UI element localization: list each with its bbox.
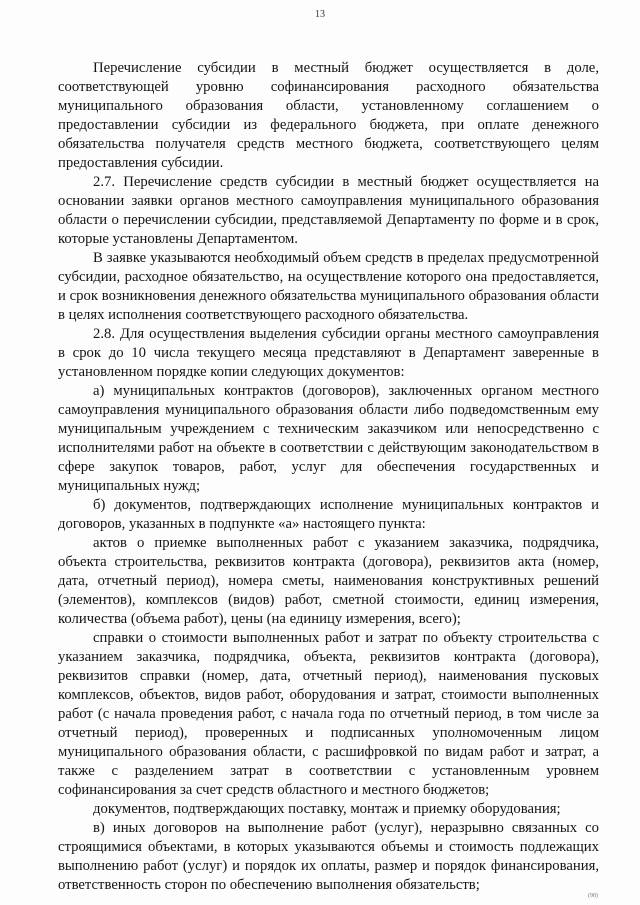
paragraph-2-8: 2.8. Для осуществления выделения субсидии органы местного самоуправления в срок до 10 числа текущего месяца представляют в Департамент заверенные в установленном порядке копии следующих документов: (58, 326, 599, 380)
list-subitem-cost-certificates: справки о стоимости выполненных работ и затрат по объекту строительства с указанием заказчика, подрядчика, объекта, реквизитов контракта (договора), реквизитов справки (номер, дата, отчетный период), наименования пусковых комплексов, объектов, видов работ, оборудования и затрат, стоимости выполненных работ (с начала проведения работ, с начала года по отчетный период, в том числе за отчетный период), проверенных и подписанных уполномоченным лицом муниципального образования области, с расшифровкой по видам работ и затрат, а также с разделением затрат в соответствии с установленным уровнем софинансирования за счет средств областного и местного бюджетов; (58, 630, 599, 798)
paragraph-2-7: 2.7. Перечисление средств субсидии в местный бюджет осуществляется на основании заявки органов местного самоуправления муниципального образования области о перечислении субсидии, представляемой Департаменту по форме и в срок, которые установлены Департаментом. (58, 174, 599, 247)
paragraph-subsidy-transfer-share: Перечисление субсидии в местный бюджет осуществляется в доле, соответствующей уровню софинансирования расходного обязательства муниципального образования области, установленному соглашением о предоставлении субсидии из федерального бюджета, при оплате денежного обязательства получателя средств местного бюджета, соответствующего целям предоставления субсидии. (58, 60, 599, 171)
footer-mark: (98) (588, 893, 598, 899)
list-subitem-equipment-documents: документов, подтверждающих поставку, монтаж и приемку оборудования; (93, 801, 561, 817)
page-number: 13 (315, 9, 325, 20)
list-item-a: а) муниципальных контрактов (договоров), заключенных органом местного самоуправления муниципального образования области либо подведомственным ему муниципальным учреждением с техническим заказчиком или непосредственно с исполнителями работ на объекте в соответствии с действующим законодательством в сфере закупок товаров, работ, услуг для обеспечения государственных и муниципальных нужд; (58, 383, 599, 494)
list-subitem-acts: актов о приемке выполненных работ с указанием заказчика, подрядчика, объекта строительства, реквизитов контракта (договора), реквизитов акта (номер, дата, отчетный период), номера сметы, наименования конструктивных решений (элементов), комплексов (видов) работ, сметной стоимости, единиц измерения, количества (объема работ), цены (на единицу измерения, всего); (58, 535, 599, 627)
list-item-v: в) иных договоров на выполнение работ (услуг), неразрывно связанных со строящимися объектами, в которых указываются объемы и стоимость подлежащих выполнению работ (услуг) и порядок их оплаты, размер и порядок финансирования, ответственность сторон по обеспечению выполнения обязательств; (58, 820, 599, 893)
document-body (58, 59, 599, 895)
paragraph-application-content: В заявке указываются необходимый объем средств в пределах предусмотренной субсидии, расходное обязательство, на осуществление которого она предоставляется, и срок возникновения денежного обязательства муниципального образования области в целях исполнения соответствующего расходного обязательства. (58, 250, 599, 323)
list-item-b: б) документов, подтверждающих исполнение муниципальных контрактов и договоров, указанных в подпункте «а» настоящего пункта: (58, 497, 599, 532)
